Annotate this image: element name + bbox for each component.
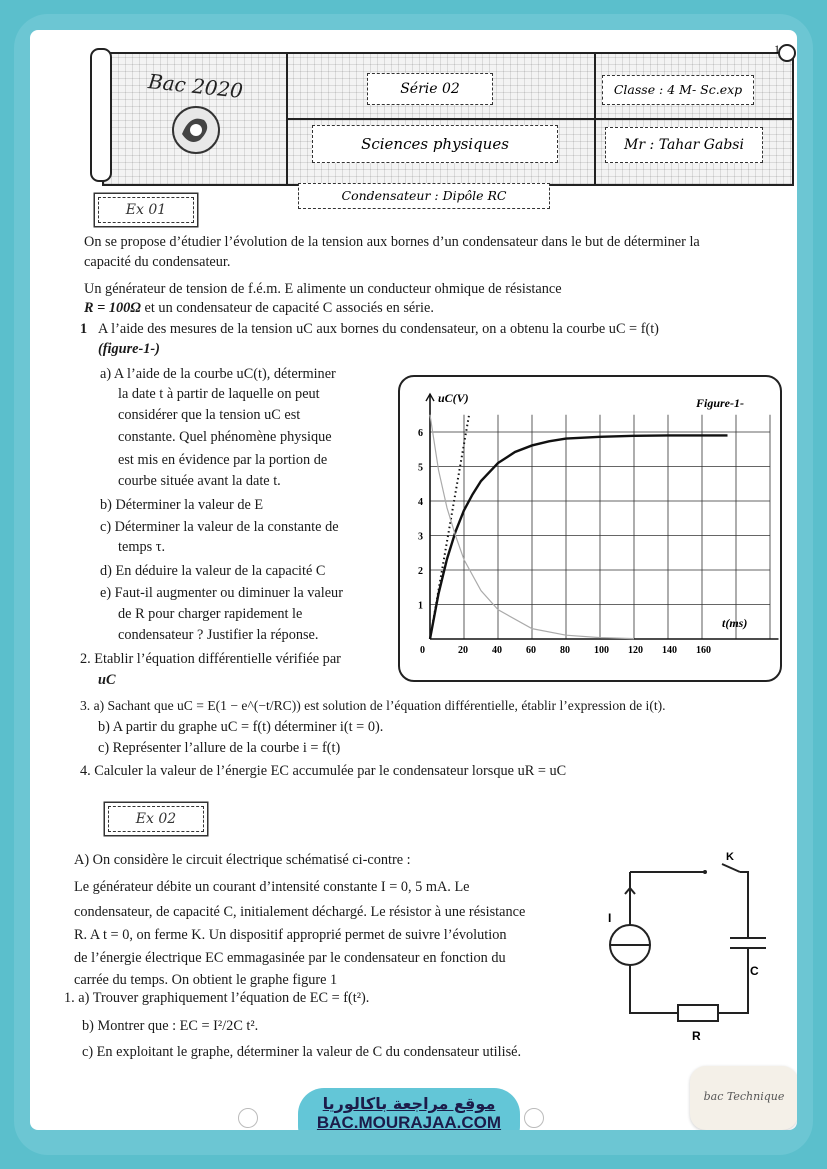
ex2-q1a: 1. a) Trouver graphiquement l’équation de EC = f(t²). [64,990,370,1006]
y-tick-label: 3 [418,531,423,543]
ex1-q1d: d) En déduire la valeur de la capacité C [100,563,326,579]
serie-box: Série 02 [367,73,493,105]
ex2-a5: de l’énergie électrique EC emmagasinée par le condensateur en fonction du [74,950,506,966]
ex1-q1-figure-ref: (figure-1-) [98,341,160,357]
ex1-q1c-line-2: temps τ. [118,539,166,555]
stamp-text: bac Technique [703,1090,785,1103]
series-uC [430,435,728,639]
y-tick-label: 2 [418,566,423,577]
figure-title: Figure-1- [696,396,744,410]
ex1-q1a-line-2: la date t à partir de laquelle on peut [118,386,320,402]
ex1-q1a-line-1: a) A l’aide de la courbe uC(t), déterminer [100,366,336,382]
exam-paper [30,30,797,1130]
footer-site-banner[interactable] [298,1088,520,1130]
resistance-value: R = 100Ω [84,300,141,316]
teacher-box: Mr : Tahar Gabsi [605,127,763,163]
ex1-q3a: 3. a) Sachant que uC = E(1 − e^(−t/RC)) est solution de l’équation différentielle, établir l’expression de i(t). [80,698,666,713]
wire-bottom-left [630,965,678,1013]
exercise-1-label: Ex 01 [98,197,194,223]
ex1-intro-4 [84,298,434,318]
x-tick-label: 80 [560,645,570,656]
y-tick-label: 4 [418,497,423,508]
x-tick-label: 100 [594,645,609,656]
header-divider-v2 [594,54,596,184]
chapter-box: Condensateur : Dipôle RC [298,183,550,209]
circuit-diagram [590,830,790,1050]
ex1-intro-2: capacité du condensateur. [84,254,231,270]
capacitor-label: C [750,964,759,978]
ex1-intro-1: On se propose d’étudier l’évolution de la tension aux bornes d’un condensateur dans le but de déterminer la [84,234,700,250]
subject-box: Sciences physiques [312,125,558,163]
scroll-right-curl [778,44,796,62]
ex1-q1e-line-3: condensateur ? Justifier la réponse. [118,627,319,643]
figure-1-frame [398,375,782,682]
footer-url-link[interactable]: BAC.MOURAJAA.COM [316,1113,502,1130]
ex1-q1c-line-1: c) Déterminer la valeur de la constante de [100,519,339,535]
resistor-label: R [692,1029,701,1043]
page-corner-number: 1 [774,42,780,56]
resistor-body [678,1005,718,1021]
ex1-q1a-line-4: constante. Quel phénomène physique [118,429,332,445]
bac-logo-emblem [170,104,222,156]
current-arrow [625,888,635,900]
ex2-a6: carrée du temps. On obtient le graphe figure 1 [74,972,338,988]
ex1-q3c: c) Représenter l’allure de la courbe i = f(t) [98,740,341,756]
header-divider-h [286,118,792,120]
x-tick-label: 160 [696,645,711,656]
ex1-q1a-line-3: considérer que la tension uC est [118,407,301,423]
ex2-a1: A) On considère le circuit électrique schématisé ci-contre : [74,852,411,868]
ex1-intro-3: Un générateur de tension de f.é.m. E alimente un conducteur ohmique de résistance [84,281,562,297]
ex1-q1e-line-1: e) Faut-il augmenter ou diminuer la valeur [100,585,343,601]
footer-logo-left [238,1108,258,1128]
ex2-a3: condensateur, de capacité C, initialement déchargé. Le résistor à une résistance [74,904,526,920]
x-tick-label: 20 [458,645,468,656]
ex1-q2-line-1: 2. Etablir l’équation différentielle vérifiée par [80,651,341,667]
x-tick-label: 0 [420,645,425,656]
footer-arabic-text: موقع مراجعة باكالوريا [322,1094,496,1113]
ex1-q1: A l’aide des mesures de la tension uC aux bornes du condensateur, on a obtenu la courbe uC = f(t) [98,321,659,337]
y-tick-label: 1 [418,600,423,612]
classe-box: Classe : 4 M- Sc.exp [602,75,754,105]
wire-bottom-right [718,948,748,1013]
ex1-intro-4-rest: et un condensateur de capacité C associés en série. [140,300,434,316]
ex2-a4: R. A t = 0, on ferme K. Un dispositif approprié permet de suivre l’évolution [74,927,507,943]
x-tick-label: 60 [526,645,536,656]
bac-title: Bac 2020 [147,69,245,103]
x-tick-label: 140 [662,645,677,656]
ex1-q3b: b) A partir du graphe uC = f(t) déterminer i(t = 0). [98,719,384,735]
footer-logo-right [524,1108,544,1128]
x-tick-label: 40 [492,645,502,656]
x-tick-label: 120 [628,645,643,656]
source-label: I [608,911,612,925]
bac-technique-stamp [690,1066,797,1130]
ex1-q1b: b) Déterminer la valeur de E [100,497,264,513]
wire-top-right [740,872,748,938]
ex1-q1e-line-2: de R pour charger rapidement le [118,606,303,622]
y-axis-label: uC(V) [438,391,469,406]
ex1-q4: 4. Calculer la valeur de l’énergie EC accumulée par le condensateur lorsque uR = uC [80,763,567,779]
ex1-q1-number: 1 [80,321,88,337]
ex2-q1b: b) Montrer que : EC = I²/2C t². [82,1018,259,1034]
switch-label: K [726,851,734,863]
ex1-q2-line-2: uC [98,672,116,688]
switch-blade [722,864,740,872]
ex1-q1a-line-6: courbe située avant la date t. [118,473,281,489]
uc-vs-t-chart [400,377,780,680]
y-tick-label: 6 [418,428,423,439]
exercise-2-label: Ex 02 [108,806,204,832]
ex2-q1c: c) En exploitant le graphe, déterminer la valeur de C du condensateur utilisé. [82,1044,522,1060]
y-tick-label: 5 [418,462,423,474]
ex1-q1a-line-5: est mis en évidence par la portion de [118,452,328,468]
scroll-left-curl [90,48,112,182]
ex2-a2: Le générateur débite un courant d’intensité constante I = 0, 5 mA. Le [74,879,470,895]
x-axis-label: t(ms) [722,616,748,630]
